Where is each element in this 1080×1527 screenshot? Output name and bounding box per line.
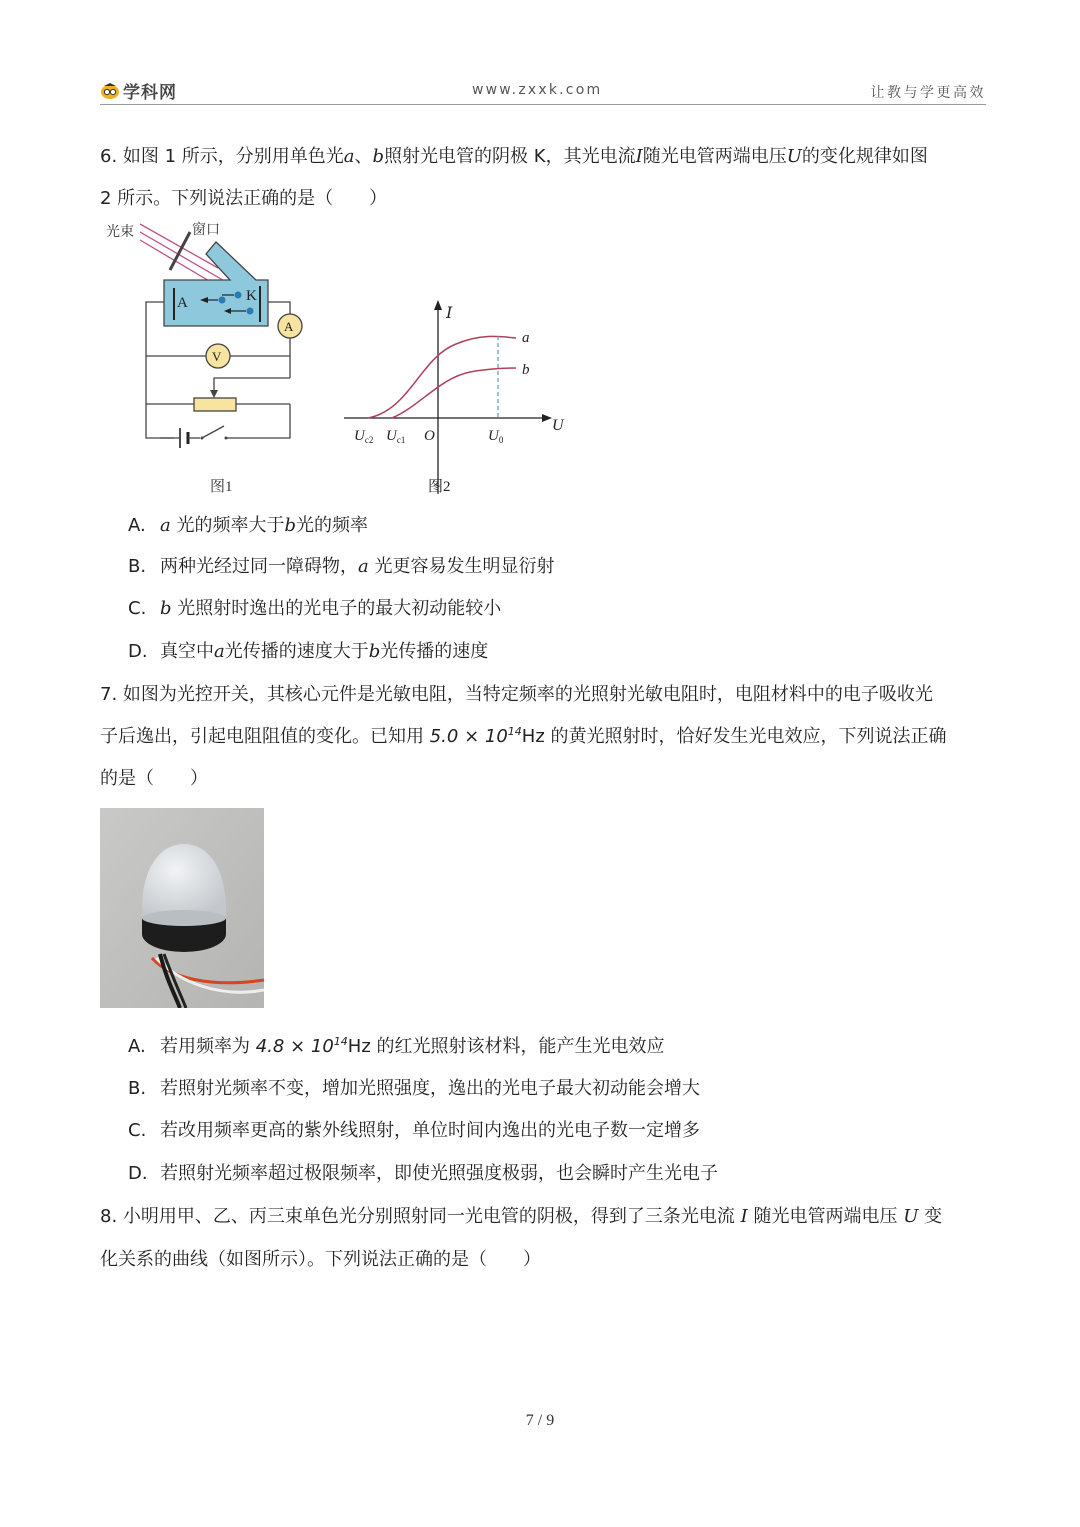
u0-label: $U_0$ xyxy=(488,428,504,445)
anode-label: A xyxy=(177,295,188,311)
curve-b-label: b xyxy=(522,362,530,378)
fig2-caption: 图2 xyxy=(428,479,451,495)
q6-option-c[interactable]: C. b 光照射时逸出的光电子的最大初动能较小 xyxy=(128,598,502,619)
page-number: 7 / 9 xyxy=(525,1412,555,1429)
q6-stem-line2: 2 所示。下列说法正确的是（ ） xyxy=(100,188,388,209)
site-slogan: 让教与学更高效 xyxy=(870,85,986,101)
electron-2 xyxy=(219,297,226,304)
q7-stem-line1: 7. 如图为光控开关，其核心元件是光敏电阻，当特定频率的光照射光敏电阻时，电阻材料中的电子吸收光 xyxy=(100,684,933,705)
site-logo[interactable] xyxy=(100,78,177,103)
logo-icon xyxy=(100,82,120,100)
logo-text: 学科网 xyxy=(123,83,177,103)
q6-option-d[interactable]: D. 真空中a光传播的速度大于b光传播的速度 xyxy=(128,641,489,662)
voltmeter-label: V xyxy=(212,349,222,364)
q6-option-a[interactable]: A. a 光的频率大于b光的频率 xyxy=(128,515,368,536)
q7-option-b[interactable]: B. 若照射光频率不变，增加光照强度，逸出的光电子最大初动能会增大 xyxy=(128,1078,700,1099)
q7-stem-line3: 的是（ ） xyxy=(100,768,208,789)
x-axis-label: U xyxy=(552,417,564,434)
light-switch-photo xyxy=(100,808,264,1008)
q7-option-c[interactable]: C. 若改用频率更高的紫外线照射，单位时间内逸出的光电子数一定增多 xyxy=(128,1120,700,1141)
uc1-label: $U_{c1}$ xyxy=(386,428,406,445)
site-url[interactable]: www.zxxk.com xyxy=(472,82,603,98)
q8-stem-line2: 化关系的曲线（如图所示）。下列说法正确的是（ ） xyxy=(100,1249,541,1270)
curve-a xyxy=(368,336,516,418)
q7-option-d[interactable]: D. 若照射光频率超过极限频率，即使光照强度极弱，也会瞬时产生光电子 xyxy=(128,1163,718,1184)
q6-stem-line1: 6. 如图 1 所示，分别用单色光a、b照射光电管的阴极 K，其光电流I随光电管两端电压U的变化规律如图 xyxy=(100,146,928,167)
q7-option-a[interactable]: A. 若用频率为 $4.8 \times 10^{14}Hz$ 的红光照射该材料，能产生光电效应 xyxy=(128,1035,665,1057)
q6-figure2-graph xyxy=(340,298,570,498)
q6-option-b[interactable]: B. 两种光经过同一障碍物，a 光更容易发生明显衍射 xyxy=(128,556,555,577)
beam-label: 光束 xyxy=(106,225,134,240)
cathode-label: K xyxy=(246,288,257,304)
electron-1 xyxy=(235,292,242,299)
page-header xyxy=(100,74,986,105)
fig1-caption: 图1 xyxy=(210,479,233,495)
window-label: 窗口 xyxy=(192,223,220,238)
origin-label: O xyxy=(424,428,435,444)
electron-3 xyxy=(247,308,254,315)
ammeter-label: A xyxy=(284,319,294,334)
rheostat-icon xyxy=(194,398,236,411)
q6-figure1-circuit xyxy=(100,218,318,498)
curve-a-label: a xyxy=(522,330,530,346)
uc2-label: $U_{c2}$ xyxy=(354,428,374,445)
y-axis-label: I xyxy=(446,303,453,322)
q7-stem-line2: 子后逸出，引起电阻阻值的变化。已知用 $5.0 \times 10^{14}Hz$ 的黄光照射时，恰好发生光电效应，下列说法正确 xyxy=(100,725,947,747)
q8-stem-line1: 8. 小明用甲、乙、丙三束单色光分别照射同一光电管的阴极，得到了三条光电流 I 随光电管两端电压 U 变 xyxy=(100,1206,943,1227)
